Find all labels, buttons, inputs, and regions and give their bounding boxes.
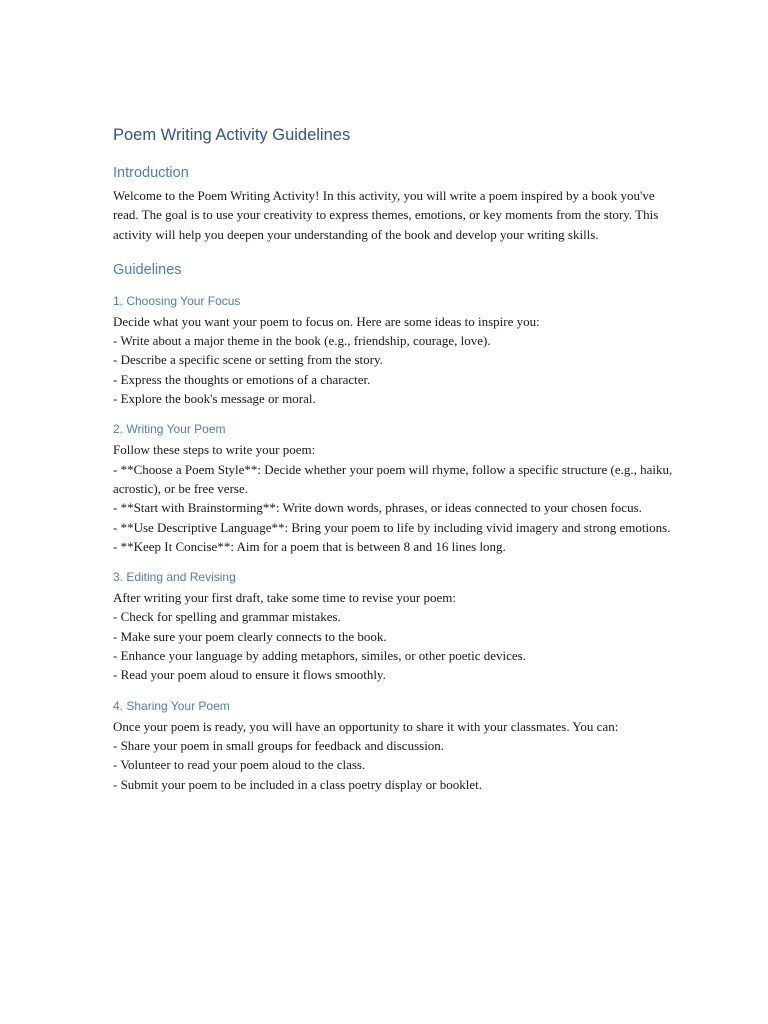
- section-line: Follow these steps to write your poem:: [113, 442, 316, 458]
- section-body-sharing-poem: [113, 717, 673, 794]
- section-line: - Write about a major theme in the book (e.g., friendship, courage, love).: [113, 333, 491, 349]
- section-heading-choosing-focus: 1. Choosing Your Focus: [113, 293, 241, 308]
- document-title: Poem Writing Activity Guidelines: [113, 126, 351, 144]
- section-line: - Submit your poem to be included in a class poetry display or booklet.: [113, 776, 482, 792]
- section-line: - **Choose a Poem Style**: Decide whether your poem will rhyme, follow a specific structure (e.g., haiku, acrostic), or be free verse.: [113, 461, 673, 496]
- guidelines-heading: Guidelines: [113, 261, 182, 278]
- section-heading-sharing-poem: 4. Sharing Your Poem: [113, 698, 230, 713]
- section-line: After writing your first draft, take some time to revise your poem:: [113, 590, 456, 606]
- section-heading-writing-poem: 2. Writing Your Poem: [113, 422, 226, 437]
- introduction-paragraph: [113, 186, 673, 244]
- section-line: - Check for spelling and grammar mistakes.: [113, 609, 341, 625]
- section-line: - **Use Descriptive Language**: Bring your poem to life by including vivid imagery and strong emotions.: [113, 519, 671, 535]
- section-line: - Make sure your poem clearly connects to the book.: [113, 628, 387, 644]
- section-line: - Volunteer to read your poem aloud to the class.: [113, 757, 366, 773]
- section-line: - Read your poem aloud to ensure it flows smoothly.: [113, 667, 386, 683]
- section-line: Once your poem is ready, you will have an opportunity to share it with your classmates. You can:: [113, 718, 619, 734]
- section-line: - Share your poem in small groups for feedback and discussion.: [113, 737, 445, 753]
- document-page: [113, 124, 673, 794]
- section-line: Decide what you want your poem to focus on. Here are some ideas to inspire you:: [113, 313, 540, 329]
- section-line: - Explore the book's message or moral.: [113, 391, 316, 407]
- section-line: - **Start with Brainstorming**: Write down words, phrases, or ideas connected to your chosen focus.: [113, 500, 642, 516]
- section-body-writing-poem: [113, 440, 673, 556]
- section-body-editing-revising: [113, 588, 673, 684]
- introduction-text: Welcome to the Poem Writing Activity! In this activity, you will write a poem inspired by a book you've read. The goal is to use your creativity to express themes, emotions, or key moments from the story. This activity will help you deepen your understanding of the book and develop your writing skills.: [113, 188, 659, 242]
- section-line: - Enhance your language by adding metaphors, similes, or other poetic devices.: [113, 648, 526, 664]
- section-line: - **Keep It Concise**: Aim for a poem that is between 8 and 16 lines long.: [113, 538, 506, 554]
- section-line: - Express the thoughts or emotions of a character.: [113, 371, 371, 387]
- introduction-heading: Introduction: [113, 165, 189, 181]
- section-line: - Describe a specific scene or setting from the story.: [113, 352, 383, 368]
- section-heading-editing-revising: 3. Editing and Revising: [113, 570, 236, 585]
- section-body-choosing-focus: [113, 312, 673, 408]
